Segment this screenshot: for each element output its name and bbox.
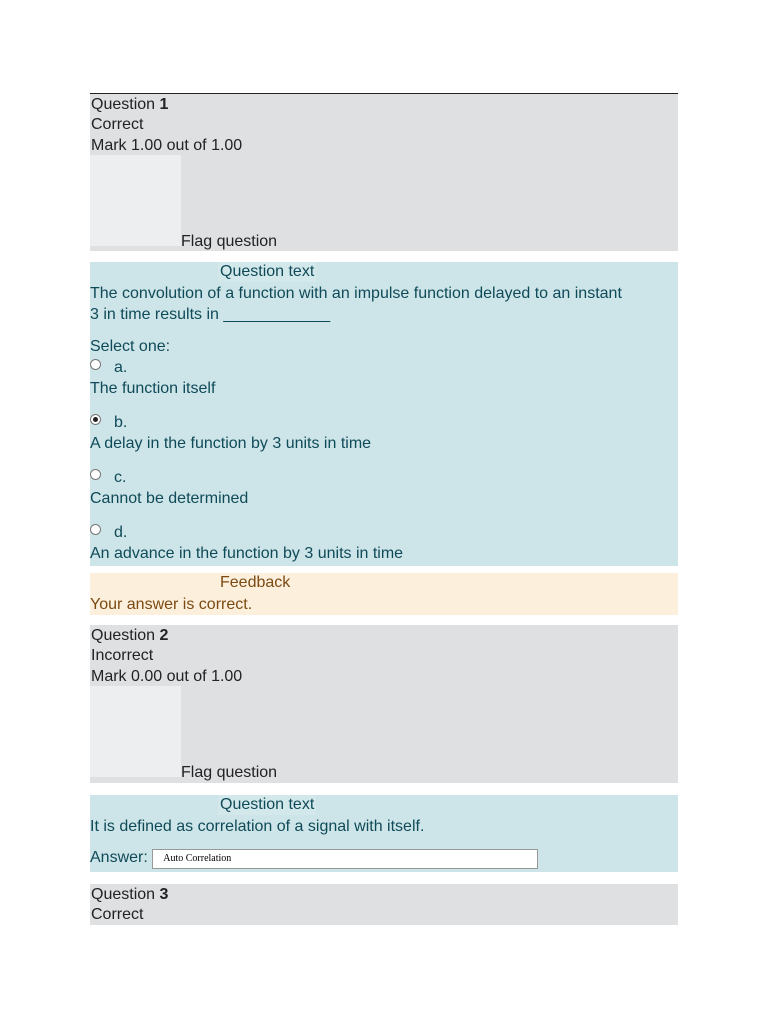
question-2-content	[90, 795, 678, 872]
question-1-content	[90, 262, 678, 566]
flag-icon[interactable]	[90, 155, 181, 246]
radio-a[interactable]	[90, 359, 101, 370]
flag-icon[interactable]	[90, 686, 181, 777]
question-1-feedback	[90, 573, 678, 615]
question-number: 1	[159, 96, 169, 113]
question-state: Correct	[91, 906, 144, 923]
option-c[interactable]	[90, 467, 248, 509]
flag-question-link[interactable]: Flag question	[181, 764, 278, 781]
option-text: An advance in the function by 3 units in time	[90, 545, 404, 562]
option-letter: a.	[114, 359, 128, 376]
option-letter: c.	[114, 469, 127, 486]
question-1-title: Question 1	[91, 96, 169, 113]
question-text-header: Question text	[220, 796, 315, 813]
question-text-line: It is defined as correlation of a signal with itself.	[90, 818, 425, 835]
question-number: 2	[159, 627, 169, 644]
answer-label: Answer:	[90, 849, 148, 866]
question-mark: Mark 0.00 out of 1.00	[91, 668, 243, 685]
question-number: 3	[159, 886, 169, 903]
question-text-line: The convolution of a function with an impulse function delayed to an instant	[90, 285, 622, 302]
radio-b[interactable]	[90, 414, 101, 425]
option-a[interactable]	[90, 357, 215, 399]
radio-d[interactable]	[90, 524, 101, 535]
question-2-info	[90, 625, 678, 783]
option-text: Cannot be determined	[90, 490, 249, 507]
question-mark: Mark 1.00 out of 1.00	[91, 137, 243, 154]
radio-c[interactable]	[90, 469, 101, 480]
feedback-header: Feedback	[220, 574, 291, 591]
question-3-info	[90, 884, 678, 925]
option-letter: b.	[114, 414, 128, 431]
option-b[interactable]	[90, 412, 371, 454]
select-one-label: Select one:	[90, 338, 171, 355]
question-state: Incorrect	[91, 647, 154, 664]
option-text: A delay in the function by 3 units in time	[90, 435, 372, 452]
question-text-header: Question text	[220, 263, 315, 280]
flag-question-link[interactable]: Flag question	[181, 233, 278, 250]
answer-input[interactable]: Auto Correlation	[152, 849, 538, 869]
quiz-review	[90, 93, 678, 925]
option-text: The function itself	[90, 380, 216, 397]
question-1-info	[90, 94, 678, 251]
answer-row	[90, 847, 538, 869]
question-text-line: 3 in time results in ____________	[90, 306, 331, 323]
option-letter: d.	[114, 524, 128, 541]
question-state: Correct	[91, 116, 144, 133]
feedback-text: Your answer is correct.	[90, 596, 253, 613]
option-d[interactable]	[90, 522, 403, 564]
question-3-title: Question 3	[91, 886, 169, 903]
question-2-title: Question 2	[91, 627, 169, 644]
